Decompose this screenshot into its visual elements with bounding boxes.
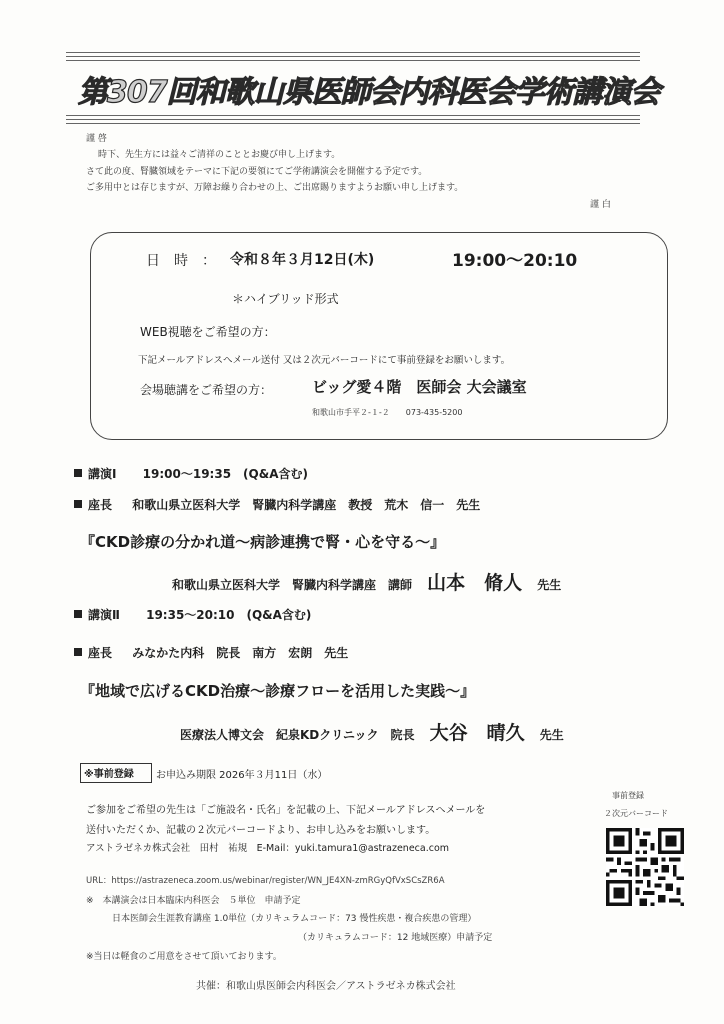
lecture2-title: 『地域で広げるCKD治療～診療フローを活用した実践～』 (80, 682, 476, 700)
registration-contact: アストラゼネカ株式会社 田村 祐規 E-Mail：yuki.tamura1@astrazeneca.com (86, 843, 450, 854)
lecture2-chair (74, 644, 348, 661)
lecture2-time: 19:35～20:10 (Q&A含む) (146, 608, 312, 622)
qr-label-1: 事前登録 (612, 791, 644, 800)
lecture1-chair (74, 496, 480, 513)
square-bullet-icon (74, 648, 82, 656)
venue-label: 会場聴講をご希望の方： (140, 383, 273, 397)
lecture1-header (74, 465, 308, 482)
lecture2-speaker: 大谷 晴久 (429, 722, 525, 744)
lecture1-chair-label: 座長 (88, 498, 113, 512)
web-label: WEB視聴をご希望の方： (140, 325, 276, 339)
lecture1-label: 講演Ⅰ (88, 467, 117, 481)
greeting-closing: 謹 白 (590, 200, 611, 210)
title-rule-bottom-3 (66, 123, 640, 124)
registration-line-2: 送付いただくか、記載の２次元バーコードより、お申し込みをお願いします。 (86, 825, 436, 836)
lecture2-chair-label: 座長 (88, 646, 113, 660)
title-rule-top-2 (66, 56, 640, 57)
venue-address: 和歌山市手平２-１-２ 073-435-5200 (312, 408, 463, 417)
venue-name: ビッグ愛４階 医師会 大会議室 (312, 378, 527, 396)
qr-label-2: ２次元バーコード (604, 809, 668, 818)
title-rule-top-1 (66, 52, 640, 53)
registration-line-1: ご参加をご希望の先生は「ご施設名・氏名」を記載の上、下記メールアドレスへメールを (86, 805, 486, 816)
title-rule-bottom-1 (66, 115, 640, 116)
square-bullet-icon (74, 469, 82, 477)
date-label: 日 時 ： (146, 253, 216, 269)
footer-cosponsor: 共催：和歌山県医師会内科医会／アストラゼネカ株式会社 (196, 981, 456, 992)
lecture1-speaker: 山本 脩人 (427, 572, 523, 594)
date-value: 令和８年３月12日(木) (230, 252, 375, 268)
square-bullet-icon (74, 500, 82, 508)
qr-code-icon[interactable] (606, 828, 684, 906)
title-rule-bottom-2 (66, 119, 640, 120)
greeting-line-2: さて此の度、腎臓領域をテーマに下記の要領にてご学術講演会を開催する予定です。 (86, 167, 428, 177)
lecture1-affiliation: 和歌山県立医科大学 腎臓内科学講座 講師 (172, 578, 413, 592)
lecture2-honorific: 先生 (539, 728, 564, 742)
lecture1-time: 19:00～19:35 (Q&A含む) (142, 467, 308, 481)
lecture2-label: 講演Ⅱ (88, 608, 120, 622)
registration-deadline: お申込み期限 2026年３月11日（水） (156, 770, 328, 781)
note-4: ※当日は軽食のご用意をさせて頂いております。 (86, 952, 282, 962)
note-3: （カリキュラムコード：12 地域医療）申請予定 (298, 933, 493, 943)
lecture1-speaker-line (172, 568, 561, 595)
event-format: ＊ハイブリッド形式 (232, 292, 339, 306)
greeting-line-1: 時下、先生方には益々ご清祥のこととお慶び申し上げます。 (98, 150, 341, 160)
registration-url[interactable]: URL：https://astrazeneca.zoom.us/webinar/register/WN_JE4XN-zmRGyQfVxSCsZR6A (86, 876, 445, 886)
note-2: 日本医師会生涯教育講座 1.0単位（カリキュラムコード：73 慢性疾患・複合疾患の管理） (112, 914, 477, 924)
event-time: 19:00～20:10 (452, 251, 578, 271)
page-title: 第307回和歌山県医師会内科医会学術講演会 (78, 75, 660, 110)
lecture1-honorific: 先生 (537, 578, 562, 592)
lecture2-affiliation: 医療法人博文会 紀泉KDクリニック 院長 (180, 728, 415, 742)
note-1: ※ 本講演会は日本臨床内科医会 ５単位 申請予定 (86, 896, 301, 906)
greeting-opening: 謹 啓 (86, 134, 107, 144)
lecture2-header (74, 606, 311, 623)
lecture2-chair-name: みなかた内科 院長 南方 宏朗 先生 (132, 646, 349, 660)
square-bullet-icon (74, 610, 82, 618)
web-text: 下記メールアドレスへメール送付 又は２次元バーコードにて事前登録をお願いします。 (138, 355, 511, 366)
lecture1-chair-name: 和歌山県立医科大学 腎臓内科学講座 教授 荒木 信一 先生 (132, 498, 481, 512)
lecture2-speaker-line (180, 718, 564, 745)
lecture1-title: 『CKD診療の分かれ道～病診連携で腎・心を守る～』 (80, 533, 446, 551)
greeting-line-3: ご多用中とは存じますが、万障お繰り合わせの上、ご出席賜りますようお願い申し上げます。 (86, 183, 464, 193)
pre-registration-label: ※事前登録 (84, 769, 134, 780)
title-rule-top-3 (66, 60, 640, 61)
